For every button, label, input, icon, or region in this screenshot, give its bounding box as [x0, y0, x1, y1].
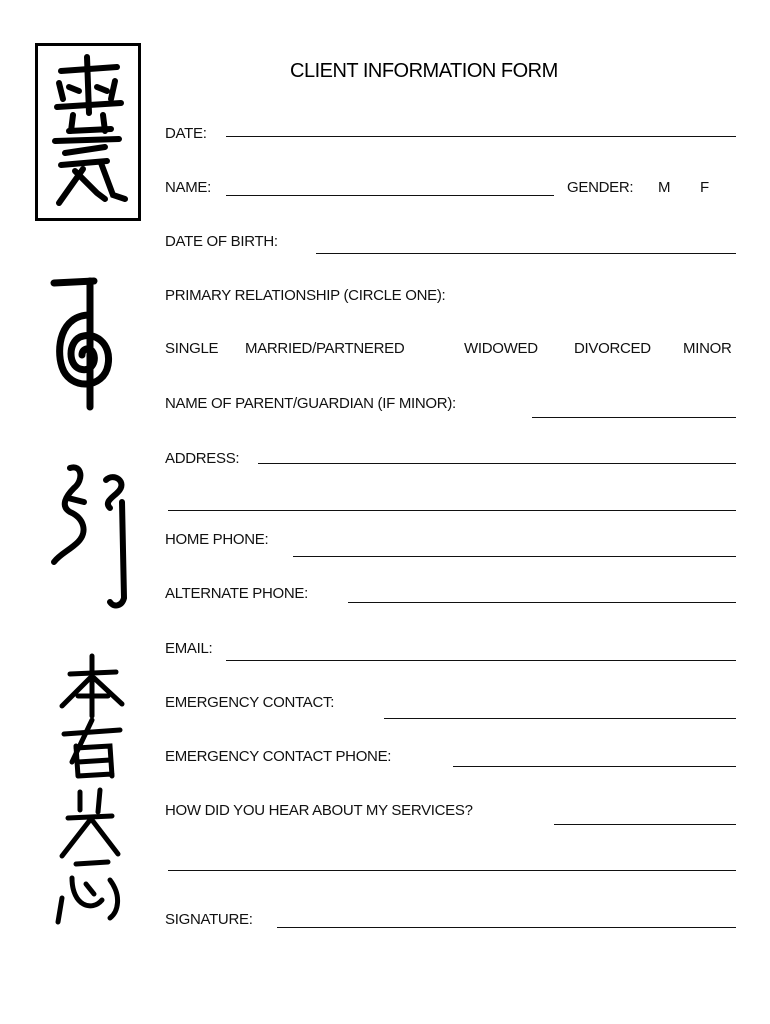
- reiki-kanji-symbol: [35, 43, 141, 226]
- emergency-phone-field[interactable]: [453, 766, 736, 767]
- relationship-option-widowed[interactable]: WIDOWED: [464, 340, 538, 357]
- relationship-option-married[interactable]: MARRIED/PARTNERED: [245, 340, 405, 357]
- alt-phone-label: ALTERNATE PHONE:: [165, 585, 309, 602]
- sei-he-ki-symbol: [50, 458, 140, 615]
- relationship-option-minor[interactable]: MINOR: [683, 340, 732, 357]
- alt-phone-field[interactable]: [348, 602, 736, 603]
- emergency-contact-label: EMERGENCY CONTACT:: [165, 694, 335, 711]
- referral-label: HOW DID YOU HEAR ABOUT MY SERVICES?: [165, 802, 473, 819]
- address-label: ADDRESS:: [165, 450, 240, 467]
- gender-label: GENDER:: [567, 179, 634, 196]
- date-field[interactable]: [226, 136, 736, 137]
- hon-sha-ze-sho-nen-symbol: [52, 650, 132, 955]
- referral-field-line-1[interactable]: [554, 824, 736, 825]
- name-field[interactable]: [226, 195, 554, 196]
- emergency-contact-field[interactable]: [384, 718, 736, 719]
- relationship-label: PRIMARY RELATIONSHIP (CIRCLE ONE):: [165, 287, 446, 304]
- relationship-option-single[interactable]: SINGLE: [165, 340, 219, 357]
- signature-label: SIGNATURE:: [165, 911, 253, 928]
- email-label: EMAIL:: [165, 640, 213, 657]
- gender-option-m[interactable]: M: [658, 179, 671, 196]
- gender-option-f[interactable]: F: [700, 179, 709, 196]
- form-title: CLIENT INFORMATION FORM: [290, 60, 558, 82]
- signature-field[interactable]: [277, 927, 736, 928]
- guardian-label: NAME OF PARENT/GUARDIAN (IF MINOR):: [165, 395, 456, 412]
- dob-label: DATE OF BIRTH:: [165, 233, 278, 250]
- email-field[interactable]: [226, 660, 736, 661]
- home-phone-label: HOME PHONE:: [165, 531, 269, 548]
- relationship-option-divorced[interactable]: DIVORCED: [574, 340, 651, 357]
- guardian-field[interactable]: [532, 417, 736, 418]
- dob-field[interactable]: [316, 253, 736, 254]
- address-field-line-2[interactable]: [168, 510, 736, 511]
- home-phone-field[interactable]: [293, 556, 736, 557]
- referral-field-line-2[interactable]: [168, 870, 736, 871]
- emergency-phone-label: EMERGENCY CONTACT PHONE:: [165, 748, 392, 765]
- address-field-line-1[interactable]: [258, 463, 736, 464]
- name-label: NAME:: [165, 179, 212, 196]
- cho-ku-rei-symbol: [50, 275, 116, 420]
- date-label: DATE:: [165, 125, 207, 142]
